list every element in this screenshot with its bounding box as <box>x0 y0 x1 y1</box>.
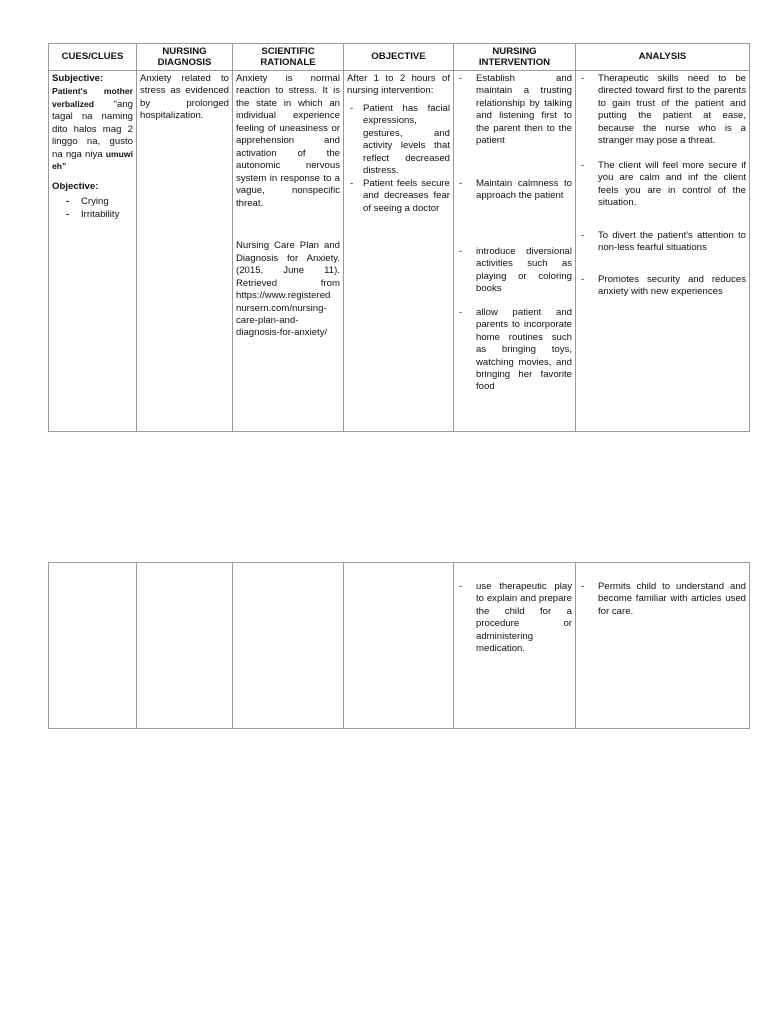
diagnosis-text: Anxiety related to stress as evidenced by prolonged hospitalization. <box>140 73 229 122</box>
analysis-3: To divert the patient's attention to non-less fearful situations <box>598 229 746 254</box>
subjective-quote <box>52 86 133 173</box>
cue-irritability: Irritability <box>81 208 120 220</box>
list-item <box>579 73 746 148</box>
analysis-1: Therapeutic skills need to be directed toward first to the parents to gain trust of the patient and putting the patient at ease, because the nurse who is a stranger may pose a threat. <box>598 73 746 147</box>
dash-bullet: - <box>459 245 463 257</box>
subjective-quote-text: “ang tagal na naming dito halos mag 2 linggo na, gusto na nga niya <box>52 98 133 160</box>
objective-list <box>347 103 450 215</box>
subjective-quote-end: umuwi eh” <box>52 148 133 172</box>
list-item <box>579 581 746 618</box>
dash-bullet: - <box>66 196 70 208</box>
analysis-5: Permits child to understand and become familiar with articles used for care. <box>598 581 746 617</box>
dash-bullet: - <box>350 102 354 114</box>
cue-crying: Crying <box>81 196 109 208</box>
objective-cue-list <box>52 196 133 221</box>
intervention-4: allow patient and parents to incorporate home routines such as bringing toys, watching movies, and bringing her favorite food <box>476 306 572 393</box>
list-item <box>457 73 572 148</box>
cues-cell-empty <box>49 563 137 729</box>
list-item <box>66 209 133 221</box>
header-row <box>49 44 750 71</box>
analysis-cell <box>576 563 750 729</box>
subjective-prefix: Patient's mother verbalized <box>52 86 133 109</box>
analysis-cell <box>576 71 750 432</box>
header-analysis: ANALYSIS <box>576 44 750 71</box>
header-diagnosis: NURSING DIAGNOSIS <box>137 44 233 71</box>
care-plan-table-continued <box>48 562 750 729</box>
header-objective: OBJECTIVE <box>344 44 454 71</box>
intervention-3: introduce diversional activities such as playing or coloring books <box>476 245 572 295</box>
cues-cell <box>49 71 137 432</box>
dash-bullet: - <box>459 73 463 84</box>
dash-bullet: - <box>581 73 585 84</box>
list-item <box>457 246 572 296</box>
objective-item-1: Patient has facial expressions, gestures, and activity levels that reflect decreased distress. <box>363 102 450 177</box>
care-plan-table <box>48 43 750 432</box>
list-item <box>457 178 572 203</box>
list-item <box>347 178 450 215</box>
intervention-cell <box>454 71 576 432</box>
list-item <box>66 196 133 208</box>
dash-bullet: - <box>581 581 585 592</box>
dash-bullet: - <box>66 208 70 220</box>
diagnosis-cell-empty <box>137 563 233 729</box>
list-item <box>457 581 572 656</box>
intervention-1: Establish and maintain a trusting relationship by talking and listening first to the parent then to the patient <box>476 73 572 147</box>
dash-bullet: - <box>459 177 463 189</box>
dash-bullet: - <box>459 306 463 318</box>
objective-cell-empty <box>344 563 454 729</box>
subjective-label: Subjective: <box>52 73 104 84</box>
objective-intro: After 1 to 2 hours of nursing intervention: <box>347 73 450 97</box>
objective-cell <box>344 71 454 432</box>
list-item <box>579 230 746 255</box>
list-item <box>579 160 746 210</box>
objective-label: Objective: <box>52 180 99 192</box>
list-item <box>457 307 572 394</box>
diagnosis-cell <box>137 71 233 432</box>
analysis-2: The client will feel more secure if you are calm and inf the client feels you are in control of the situation. <box>598 159 746 209</box>
dash-bullet: - <box>581 273 585 285</box>
rationale-cell <box>233 71 344 432</box>
header-cues: CUES/CLUES <box>49 44 137 71</box>
table-row <box>49 71 750 432</box>
list-item <box>579 274 746 299</box>
analysis-4: Promotes security and reduces anxiety with new experiences <box>598 273 746 298</box>
rationale-reference: Nursing Care Plan and Diagnosis for Anxiety. (2015, June 11). Retrieved from https://www.registered nursern.com/nursing-care-plan-and-diagnosis-for-anxiety/ <box>236 240 340 339</box>
rationale-cell-empty <box>233 563 344 729</box>
header-intervention: NURSING INTERVENTION <box>454 44 576 71</box>
list-item <box>347 103 450 178</box>
table-row <box>49 563 750 729</box>
dash-bullet: - <box>459 581 463 592</box>
objective-item-2: Patient feels secure and decreases fear of seeing a doctor <box>363 177 450 214</box>
header-rationale: SCIENTIFIC RATIONALE <box>233 44 344 71</box>
dash-bullet: - <box>350 177 354 189</box>
intervention-cell <box>454 563 576 729</box>
intervention-2: Maintain calmness to approach the patient <box>476 177 572 202</box>
intervention-5: use therapeutic play to explain and prepare the child for a procedure or administering medication. <box>476 581 572 655</box>
rationale-text: Anxiety is normal reaction to stress. It is the state in which an individual experience feeling of uneasiness or apprehension and activation of the autonomic nervous system in response to a vague, nonspecific threat. <box>236 73 340 209</box>
dash-bullet: - <box>581 229 585 241</box>
dash-bullet: - <box>581 159 585 171</box>
